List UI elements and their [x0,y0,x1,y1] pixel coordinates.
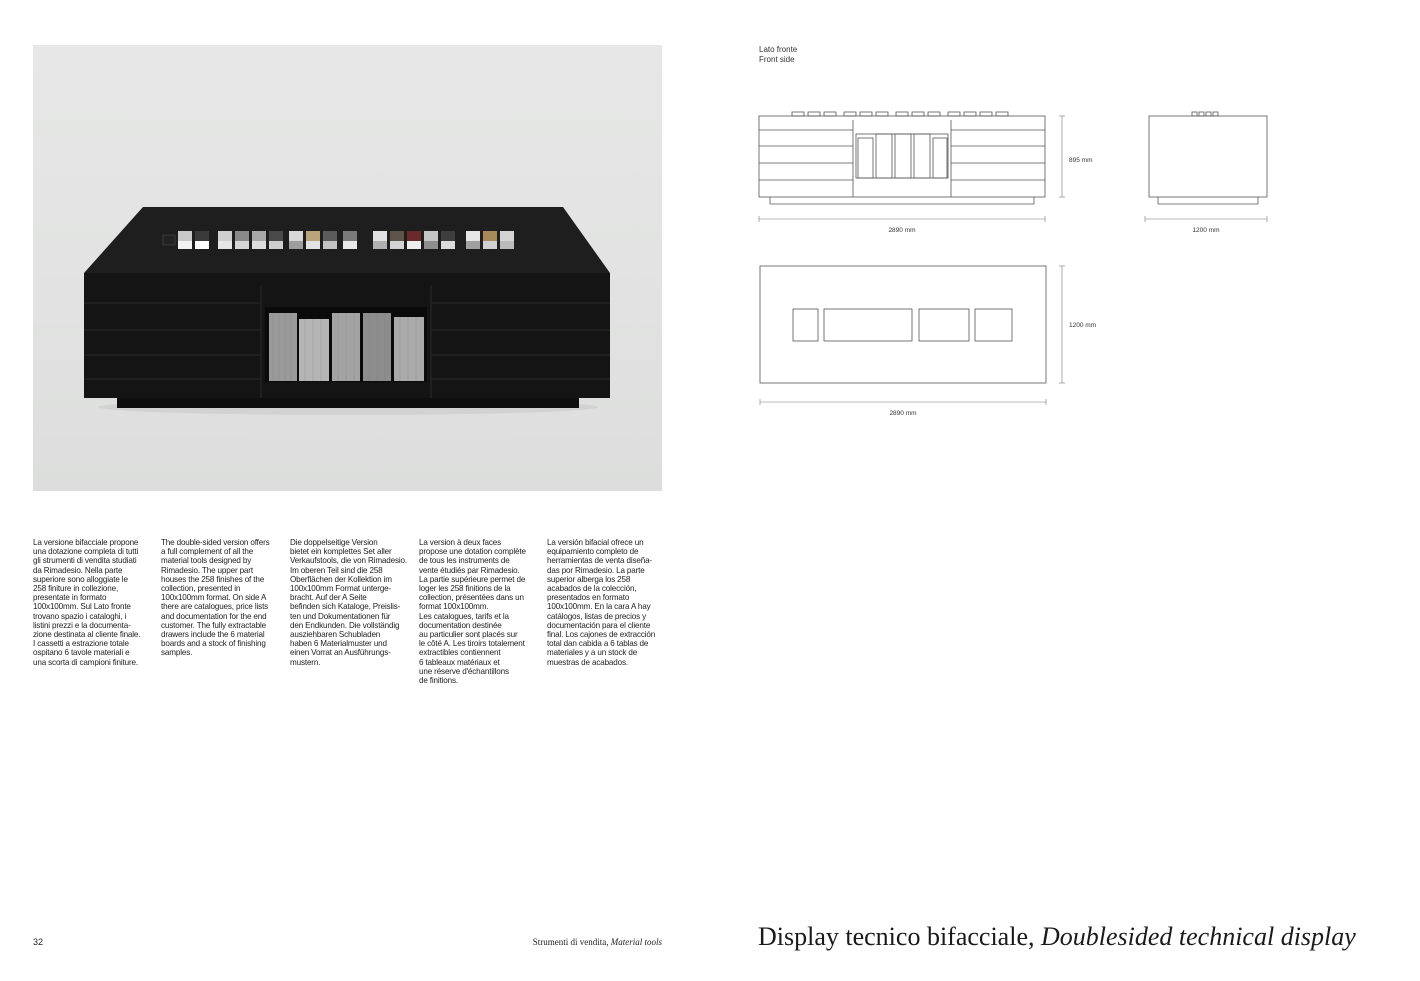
section-title-roman: Strumenti di vendita, [532,937,611,947]
section-title [470,937,662,947]
column-spanish-text: La versión bifacial ofrece un equipamiento completo de herramientas de venta diseña- das por Rimadesio. La parte superior alberga los 258 acabados de la colección, presentados en formato 100x100mm. En la cara A hay catálogos, listas de precios y documentación para el cliente final. Los cajones de extracción total dan cabida a 6 tablas de materiales y a un stock de muestras de acabados. [547,538,656,667]
cabinet-plinth [117,398,579,408]
plan-depth-dimension: 1200 mm [1069,322,1097,329]
page-title-italic: Doublesided technical display [1040,922,1356,951]
display-cabinet-illustration [33,45,662,491]
drawing-label [759,45,797,64]
column-italian [33,538,151,667]
product-photo [33,45,662,491]
front-elevation [759,112,1045,204]
column-spanish [547,538,665,667]
front-width-dimension: 2890 mm [888,227,916,234]
column-italian-text: La versione bifacciale propone una dotazione completa di tutti gli strumenti di vendita studiati da Rimadesio. Nella parte superiore sono alloggiate le 258 finiture in collezione, presentate in formato 100x100mm. Sul Lato fronte trovano spazio i cataloghi, i listini prezzi e la documenta- zione destinata al cliente finale. I cassetti a estrazione totale ospitano 6 tavole materiali e una scorta di campioni finiture. [33,538,141,667]
column-english [161,538,279,658]
catalogue-binders [269,313,424,381]
column-french [419,538,537,685]
column-french-text: La version à deux faces propose une dotation complète de tous les instruments de vente étudiés par Rimadesio. La partie supérieure permet de loger les 258 finitions de la collection, présentées dans un format 100x100mm. Les catalogues, tarifs et la documentation destinée au particulier sont placés sur le côté A. Les tiroirs totalement extractibles contiennent 6 tableaux matériaux et une réserve d'échantillons de finitions. [419,538,526,686]
drawing-label-english: Front side [759,54,795,64]
plan-view [760,266,1046,383]
side-elevation [1149,112,1267,204]
technical-drawing [740,100,1300,430]
page-number: 32 [33,937,44,947]
plan-width-dimension: 2890 mm [889,410,917,417]
section-title-italic: Material tools [610,937,662,947]
column-english-text: The double-sided version offers a full complement of all the material tools designed by Rimadesio. The upper part houses the 258 finishes of the collection, presented in 100x100mm format. On side A there are catalogues, price lists and documentation for the end customer. The fully extractable drawers include the 6 material boards and a stock of finishing samples. [161,538,270,658]
description-columns [33,538,662,698]
column-german-text: Die doppelseitige Version bietet ein komplettes Set aller Verkaufstools, die von Rimadesio. Im oberen Teil sind die 258 Oberflächen der Kollektion im 100x100mm Format unterge- bracht. Auf der A Seite befinden sich Kataloge, Preislis- ten und Dokumentationen für den Endkunden. Die vollständig ausziehbaren Schubladen haben 6 Materialmuster und einen Vorrat an Ausführungs- mustern. [290,538,407,667]
page-title-roman: Display tecnico bifacciale, [758,922,1041,951]
column-german [290,538,408,667]
page-title [758,922,1398,952]
drawing-label-italian: Lato fronte [759,45,798,54]
side-width-dimension: 1200 mm [1192,227,1220,234]
front-height-dimension: 895 mm [1069,157,1093,164]
